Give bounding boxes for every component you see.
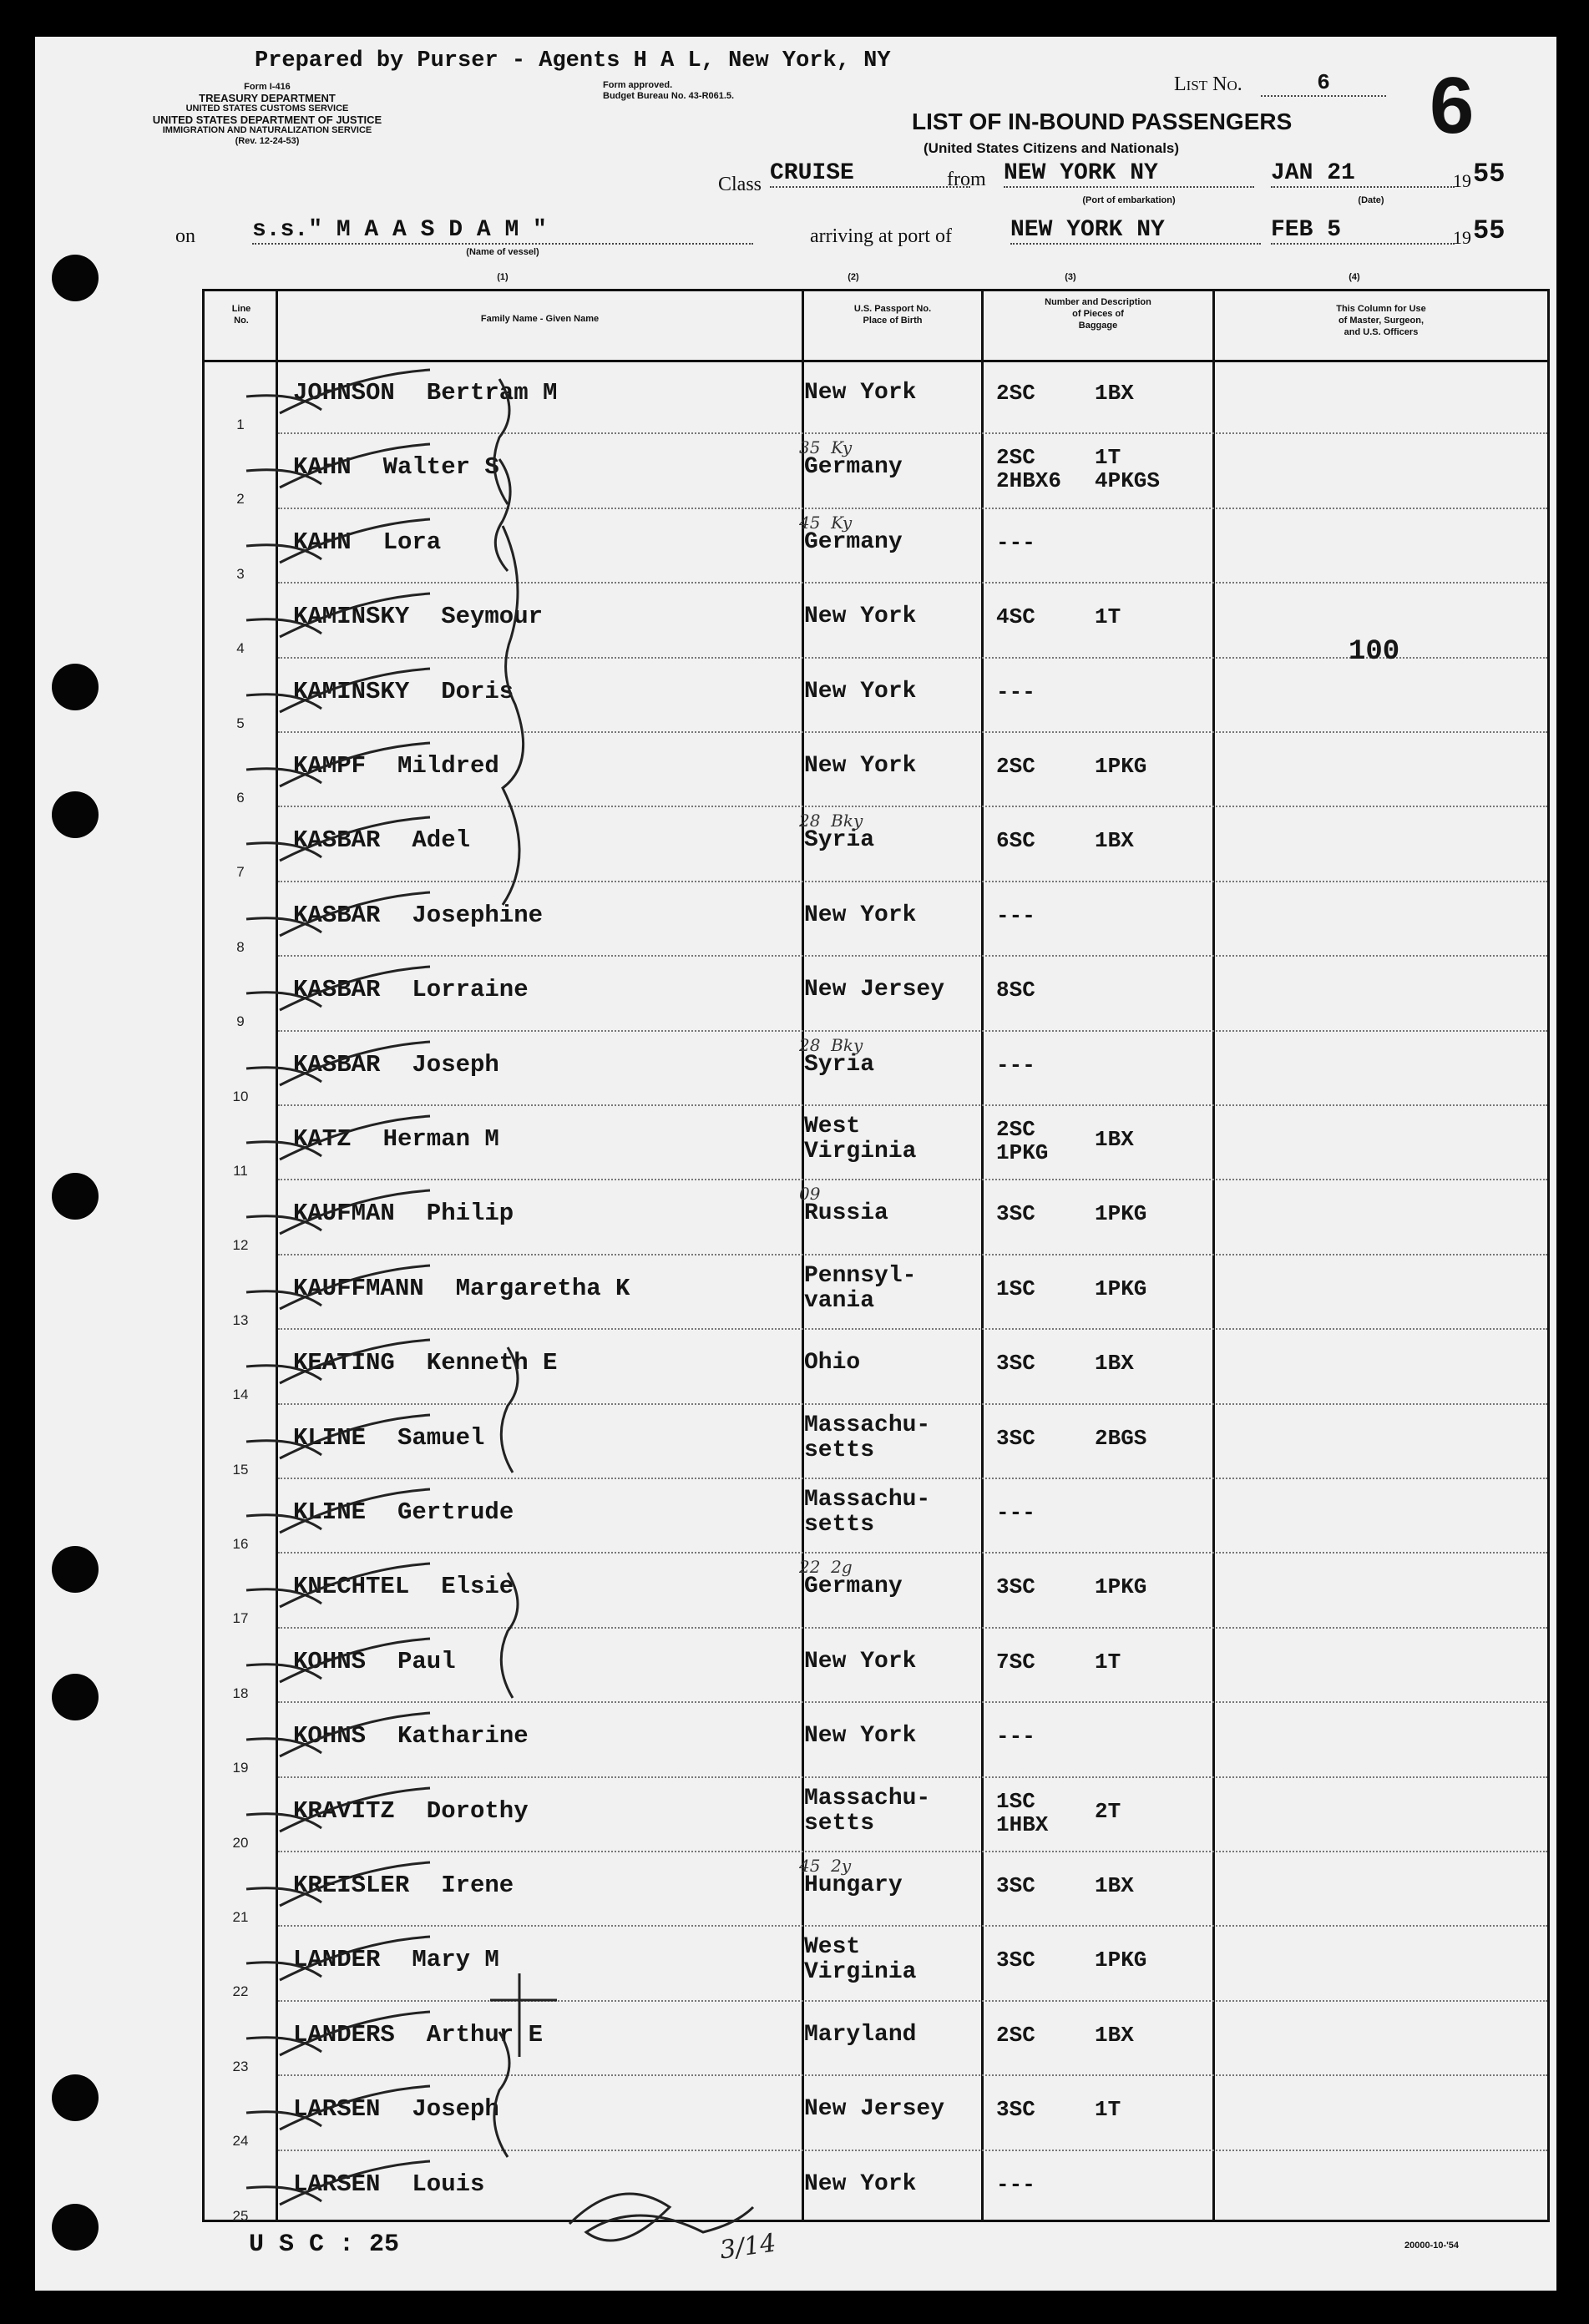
given-name: Adel (412, 826, 471, 855)
line-number: 24 (232, 2133, 249, 2150)
family-name: KLINE (293, 1498, 367, 1526)
manifest-page (35, 37, 1556, 2291)
given-name: Herman M (382, 1125, 499, 1153)
baggage-count: --- (996, 1724, 1035, 1750)
place-of-birth: Massachu- setts (804, 1785, 931, 1836)
line-number: 20 (232, 1834, 249, 1851)
line-number: 17 (232, 1610, 249, 1627)
family-name: LANDER (293, 1946, 381, 1974)
line-number: 4 (236, 640, 245, 657)
family-name: JOHNSON (293, 379, 395, 407)
list-no-value: 6 (1261, 70, 1386, 97)
baggage-desc: 1PKG (1095, 754, 1147, 779)
place-of-birth: West Virginia (804, 1114, 917, 1165)
given-name: Walter S (382, 453, 499, 482)
place-of-birth: Russia (804, 1200, 888, 1227)
family-name: KOHNS (293, 1722, 367, 1751)
place-of-birth: Syria (804, 1051, 875, 1078)
port-embarkation-caption: (Port of embarkation) (1082, 195, 1176, 205)
baggage-desc: 1BX (1095, 1127, 1134, 1152)
family-name: KASBAR (293, 976, 381, 1004)
baggage-count: 4SC (996, 604, 1035, 630)
col-num-4: (4) (1349, 272, 1360, 282)
place-of-birth: Maryland (804, 2021, 917, 2048)
family-name: KAMPF (293, 752, 367, 780)
baggage-count: 1SC 1HBX (996, 1788, 1049, 1837)
baggage-count: 2SC (996, 2022, 1035, 2048)
departure-date-value: JAN 21 (1271, 160, 1455, 188)
place-of-birth: New York (804, 902, 917, 928)
handwritten-note: 45 2y (799, 1856, 852, 1876)
place-of-birth: Hungary (804, 1872, 903, 1898)
line-number: 8 (236, 938, 245, 955)
family-name: KASBAR (293, 826, 381, 855)
departure-year: 55 (1473, 159, 1506, 189)
family-name: KAHN (293, 453, 352, 482)
handwritten-date: 3/14 (717, 2228, 778, 2266)
family-name: LANDERS (293, 2020, 395, 2049)
place-of-birth: New York (804, 1648, 917, 1675)
col-num-2: (2) (848, 272, 859, 282)
line-number: 11 (233, 1163, 248, 1179)
bracket-kohns (501, 1573, 518, 1698)
line-number: 16 (232, 1536, 249, 1552)
officer-note: 100 (1349, 636, 1400, 668)
baggage-desc: 1T (1095, 1649, 1121, 1675)
header-name: Family Name - Given Name (480, 314, 600, 324)
arrival-port-value: NEW YORK NY (1010, 217, 1261, 245)
family-name: KAUFMAN (293, 1200, 395, 1228)
vessel-caption: (Name of vessel) (466, 247, 539, 257)
line-number: 10 (232, 1088, 249, 1104)
family-name: KAHN (293, 528, 352, 556)
binder-hole (52, 1546, 99, 1593)
baggage-count: 1SC (996, 1276, 1035, 1301)
baggage-desc: 1BX (1095, 2022, 1134, 2048)
place-of-birth: New Jersey (804, 977, 945, 1003)
given-name: Dorothy (426, 1796, 529, 1825)
handwritten-marks (35, 37, 1556, 2291)
place-of-birth: New York (804, 380, 917, 406)
line-number: 13 (232, 1311, 249, 1328)
baggage-count: 3SC (996, 1201, 1035, 1227)
baggage-count: 2SC (996, 754, 1035, 779)
given-name: Josephine (412, 901, 544, 929)
given-name: Mary M (412, 1946, 499, 1974)
family-name: LARSEN (293, 2095, 381, 2124)
family-name: KRAVITZ (293, 1796, 395, 1825)
baggage-count: 6SC (996, 828, 1035, 854)
binder-hole (52, 1674, 99, 1720)
baggage-desc: 1T 4PKGS (1095, 445, 1161, 494)
place-of-birth: Germany (804, 454, 903, 481)
baggage-desc: 1PKG (1095, 1574, 1147, 1600)
baggage-desc: 1T (1095, 2097, 1121, 2123)
from-label: from (947, 169, 986, 190)
family-name: KLINE (293, 1423, 367, 1452)
family-name: KATZ (293, 1125, 352, 1153)
from-value: NEW YORK NY (1004, 160, 1254, 188)
given-name: Katharine (397, 1722, 529, 1751)
baggage-desc: 1BX (1095, 1873, 1134, 1898)
bracket-larsen (494, 2032, 509, 2157)
given-name: Gertrude (397, 1498, 514, 1526)
place-of-birth: Massachu- setts (804, 1412, 931, 1463)
date-caption: (Date) (1358, 195, 1384, 205)
baggage-desc: 2T (1095, 1798, 1121, 1824)
place-of-birth: New Jersey (804, 2096, 945, 2123)
baggage-desc: 1PKG (1095, 1276, 1147, 1301)
arrival-date-value: FEB 5 (1271, 217, 1455, 245)
family-name: KASBAR (293, 901, 381, 929)
baggage-count: 2SC 2HBX6 (996, 445, 1062, 494)
form-approved-block: Form approved. Budget Bureau No. 43-R061.5. (603, 80, 735, 101)
line-number: 14 (232, 1387, 249, 1403)
baggage-desc: 1PKG (1095, 1948, 1147, 1973)
binder-hole (52, 1173, 99, 1220)
header-passport: U.S. Passport No. Place of Birth (853, 304, 932, 326)
given-name: Doris (441, 677, 514, 705)
line-number: 3 (236, 565, 245, 582)
col-num-1: (1) (497, 272, 509, 282)
baggage-desc: 1BX (1095, 1351, 1134, 1377)
line-number: 15 (232, 1461, 249, 1478)
place-of-birth: Germany (804, 528, 903, 555)
baggage-count: --- (996, 2171, 1035, 2197)
print-code: 20000-10-'54 (1404, 2241, 1460, 2251)
family-name: KAMINSKY (293, 603, 410, 631)
bracket-kahn (494, 379, 509, 504)
line-number: 7 (236, 864, 245, 881)
given-name: Kenneth E (426, 1349, 558, 1377)
given-name: Lora (382, 528, 442, 556)
on-label: on (175, 225, 195, 247)
given-name: Margaretha K (455, 1274, 630, 1302)
vessel-name: s.s." M A A S D A M " (252, 217, 753, 245)
given-name: Arthur E (426, 2020, 544, 2049)
family-name: KASBAR (293, 1050, 381, 1079)
handwritten-note: 09 (799, 1184, 821, 1205)
given-name: Joseph (412, 2095, 499, 2124)
family-name: LARSEN (293, 2170, 381, 2198)
binder-hole (52, 791, 99, 838)
given-name: Seymour (441, 603, 544, 631)
place-of-birth: New York (804, 678, 917, 705)
handwritten-note: 28 Bky (799, 811, 863, 831)
baggage-count: --- (996, 529, 1035, 555)
place-of-birth: Pennsyl- vania (804, 1262, 917, 1314)
place-of-birth: Germany (804, 1574, 903, 1600)
baggage-count: 3SC (996, 1425, 1035, 1451)
baggage-count: 7SC (996, 1649, 1035, 1675)
given-name: Louis (412, 2170, 485, 2198)
baggage-count: 2SC 1PKG (996, 1117, 1049, 1165)
baggage-count: 3SC (996, 1574, 1035, 1600)
bracket-kaminsky (495, 459, 510, 571)
family-name: KEATING (293, 1349, 395, 1377)
class-value: CRUISE (770, 160, 970, 188)
baggage-count: 3SC (996, 1873, 1035, 1898)
line-number: 12 (232, 1237, 249, 1254)
place-of-birth: New York (804, 2170, 917, 2197)
handwritten-note: 22 2g (799, 1557, 853, 1578)
given-name: Irene (441, 1872, 514, 1899)
place-of-birth: New York (804, 753, 917, 779)
year-prefix-2: 19 (1453, 227, 1471, 248)
given-name: Samuel (397, 1423, 485, 1452)
binder-hole (52, 255, 99, 301)
place-of-birth: West Virginia (804, 1934, 917, 1986)
header-baggage: Number and Description of Pieces of Baggage (1045, 297, 1151, 331)
given-name: Joseph (412, 1050, 499, 1079)
class-label: Class (718, 174, 762, 195)
prepared-by-line: Prepared by Purser - Agents H A L, New York, NY (255, 48, 891, 73)
baggage-count: 2SC (996, 381, 1035, 406)
col-num-3: (3) (1065, 272, 1076, 282)
baggage-desc: 1BX (1095, 381, 1134, 406)
header-officers: This Column for Use of Master, Surgeon, and U.S. Officers (1336, 304, 1426, 337)
line-number: 9 (236, 1013, 245, 1030)
binder-hole (52, 2204, 99, 2251)
family-name: KAMINSKY (293, 677, 410, 705)
bracket-kline (501, 1347, 518, 1473)
baggage-count: 3SC (996, 2097, 1035, 2123)
line-number: 23 (232, 2058, 249, 2074)
place-of-birth: Ohio (804, 1350, 861, 1377)
family-name: KNECHTEL (293, 1573, 410, 1601)
baggage-count: 3SC (996, 1948, 1035, 1973)
document-title: LIST OF IN-BOUND PASSENGERS (912, 109, 1293, 134)
baggage-desc: 2BGS (1095, 1425, 1147, 1451)
line-number: 2 (236, 491, 245, 508)
handwritten-note: 28 Bky (799, 1034, 863, 1055)
handwritten-note: 45 Ky (799, 512, 853, 533)
line-number: 5 (236, 715, 245, 731)
place-of-birth: New York (804, 1723, 917, 1750)
baggage-count: --- (996, 679, 1035, 705)
document-subtitle: (United States Citizens and Nationals) (924, 140, 1180, 156)
family-name: KREISLER (293, 1872, 410, 1899)
arrival-year: 55 (1473, 215, 1506, 246)
given-name: Paul (397, 1647, 456, 1675)
family-name: KOHNS (293, 1647, 367, 1675)
bracket-kasbar (503, 526, 524, 905)
baggage-desc: 1T (1095, 604, 1121, 630)
agency-block: Form I-416 TREASURY DEPARTMENT UNITED STATES CUSTOMS SERVICE UNITED STATES DEPARTMENT OF JUSTICE IMMIGRATION AND NATURALIZATION SERVICE (Rev. 12-24-53) (152, 82, 382, 146)
binder-hole (52, 664, 99, 710)
line-number: 1 (236, 417, 245, 432)
signature (569, 2194, 753, 2241)
baggage-count: --- (996, 902, 1035, 928)
given-name: Philip (426, 1200, 514, 1228)
place-of-birth: Syria (804, 827, 875, 854)
list-no-label: List No. (1174, 73, 1242, 95)
usc-total: U S C : 25 (249, 2231, 400, 2259)
baggage-desc: 1PKG (1095, 1201, 1147, 1227)
line-number: 6 (236, 790, 245, 806)
line-number: 19 (232, 1760, 249, 1776)
cross-mark (490, 1973, 557, 2057)
baggage-desc: 1BX (1095, 828, 1134, 854)
baggage-count: --- (996, 1500, 1035, 1525)
year-prefix-1: 19 (1453, 170, 1471, 191)
place-of-birth: New York (804, 604, 917, 630)
line-number: 25 (232, 2207, 249, 2224)
baggage-count: 8SC (996, 978, 1035, 1003)
given-name: Mildred (397, 752, 499, 780)
family-name: KAUFFMANN (293, 1274, 424, 1302)
baggage-count: --- (996, 1052, 1035, 1078)
baggage-count: 3SC (996, 1351, 1035, 1377)
place-of-birth: Massachu- setts (804, 1487, 931, 1538)
arriving-label: arriving at port of (810, 225, 952, 247)
handwritten-note: 35 Ky (799, 437, 853, 458)
header-line-no: Line No. (231, 304, 251, 326)
binder-hole (52, 2074, 99, 2121)
line-number: 18 (232, 1685, 249, 1701)
list-big-number: 6 (1430, 61, 1475, 150)
given-name: Bertram M (426, 379, 558, 407)
line-number: 21 (232, 1909, 249, 1925)
given-name: Lorraine (412, 976, 529, 1004)
given-name: Elsie (441, 1573, 514, 1601)
line-number: 22 (232, 1983, 249, 2000)
